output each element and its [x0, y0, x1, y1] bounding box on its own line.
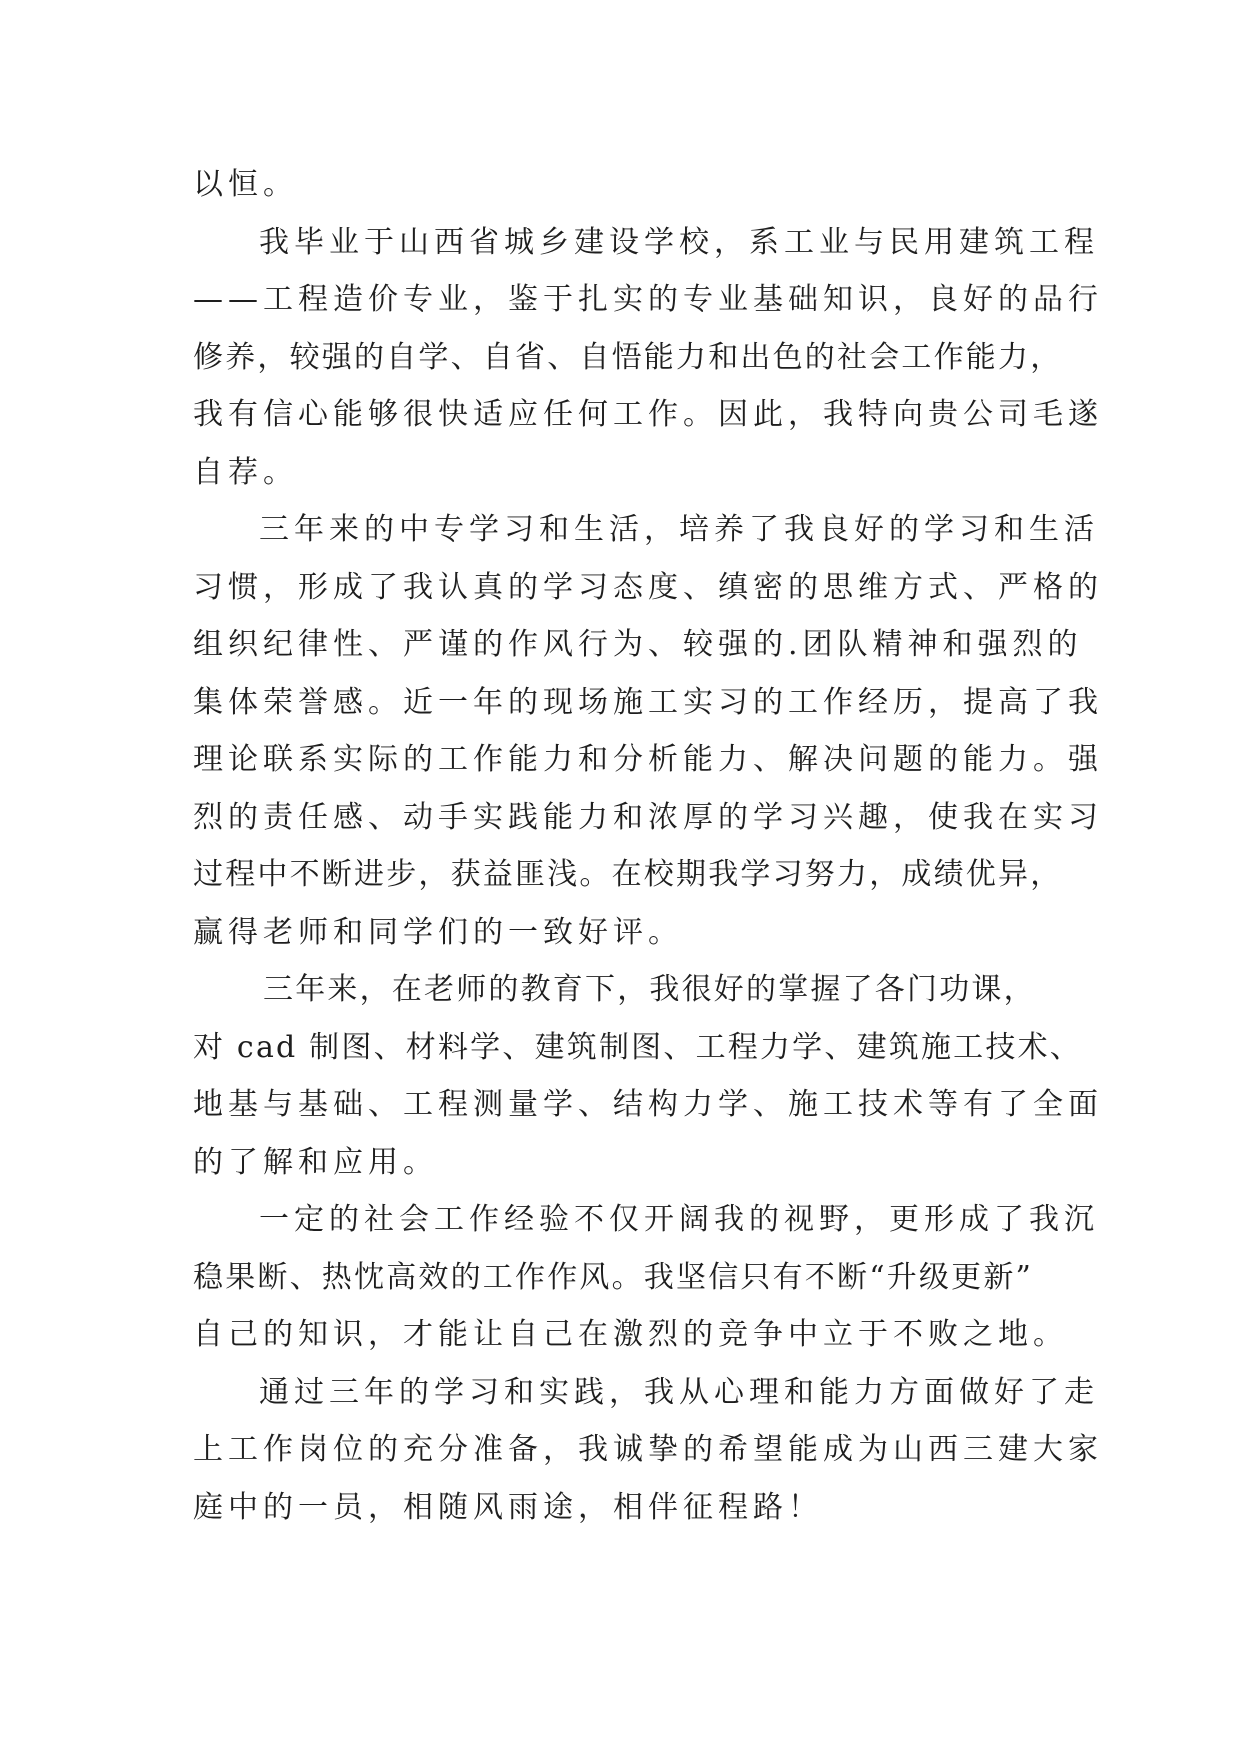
text-line: 我毕业于山西省城乡建设学校，系工业与民用建筑工程 [259, 224, 1099, 260]
text-line: 理论联系实际的工作能力和分析能力、解决问题的能力。强 [193, 742, 1103, 777]
text-line: 地基与基础、工程测量学、结构力学、施工技术等有了全面 [193, 1087, 1103, 1122]
paragraph-education [193, 214, 1103, 502]
document-body [193, 156, 1103, 1536]
text-line: 自己的知识，才能让自己在激烈的竞争中立于不败之地。 [193, 1317, 1068, 1352]
text-line: 三年来，在老师的教育下，我很好的掌握了各门功课， [263, 972, 1036, 1007]
text-line: ——工程造价专业，鉴于扎实的专业基础知识，良好的品行 [193, 282, 1103, 317]
text-line: 稳果断、热忱高效的工作作风。我坚信只有不断“升级更新” [193, 1259, 1034, 1295]
text-line: 我有信心能够很快适应任何工作。因此，我特向贵公司毛遂 [193, 397, 1103, 432]
text-line: 过程中不断进步，获益匪浅。在校期我学习努力，成绩优异， [193, 857, 1063, 892]
paragraph-courses [193, 961, 1103, 1191]
paragraph-closing [193, 1364, 1103, 1537]
paragraph-continuation [193, 156, 1053, 214]
text-line: 习惯，形成了我认真的学习态度、缜密的思维方式、严格的 [193, 569, 1103, 605]
text-line: 三年来的中专学习和生活，培养了我良好的学习和生活 [259, 512, 1099, 547]
paragraph-study-life [193, 501, 1103, 961]
text-line: 通过三年的学习和实践，我从心理和能力方面做好了走 [259, 1374, 1099, 1410]
text-line: 修养，较强的自学、自省、自悟能力和出色的社会工作能力， [193, 339, 1063, 375]
text-line: 庭中的一员，相随风雨途，相伴征程路！ [193, 1489, 823, 1525]
text-line: 集体荣誉感。近一年的现场施工实习的工作经历，提高了我 [193, 684, 1103, 720]
text-line: 烈的责任感、动手实践能力和浓厚的学习兴趣，使我在实习 [193, 799, 1103, 835]
text-line: 自荐。 [193, 454, 298, 490]
text-line: 以恒。 [193, 167, 298, 202]
text-line: 对 cad 制图、材料学、建筑制图、工程力学、建筑施工技术、 [193, 1029, 1082, 1065]
text-line: 上工作岗位的充分准备，我诚挚的希望能成为山西三建大家 [193, 1432, 1103, 1467]
text-line: 的了解和应用。 [193, 1144, 438, 1180]
text-line: 组织纪律性、严谨的作风行为、较强的.团队精神和强烈的 [193, 627, 1083, 662]
text-line: 赢得老师和同学们的一致好评。 [193, 914, 683, 950]
text-line: 一定的社会工作经验不仅开阔我的视野，更形成了我沉 [259, 1202, 1099, 1237]
paragraph-experience [193, 1191, 1099, 1364]
